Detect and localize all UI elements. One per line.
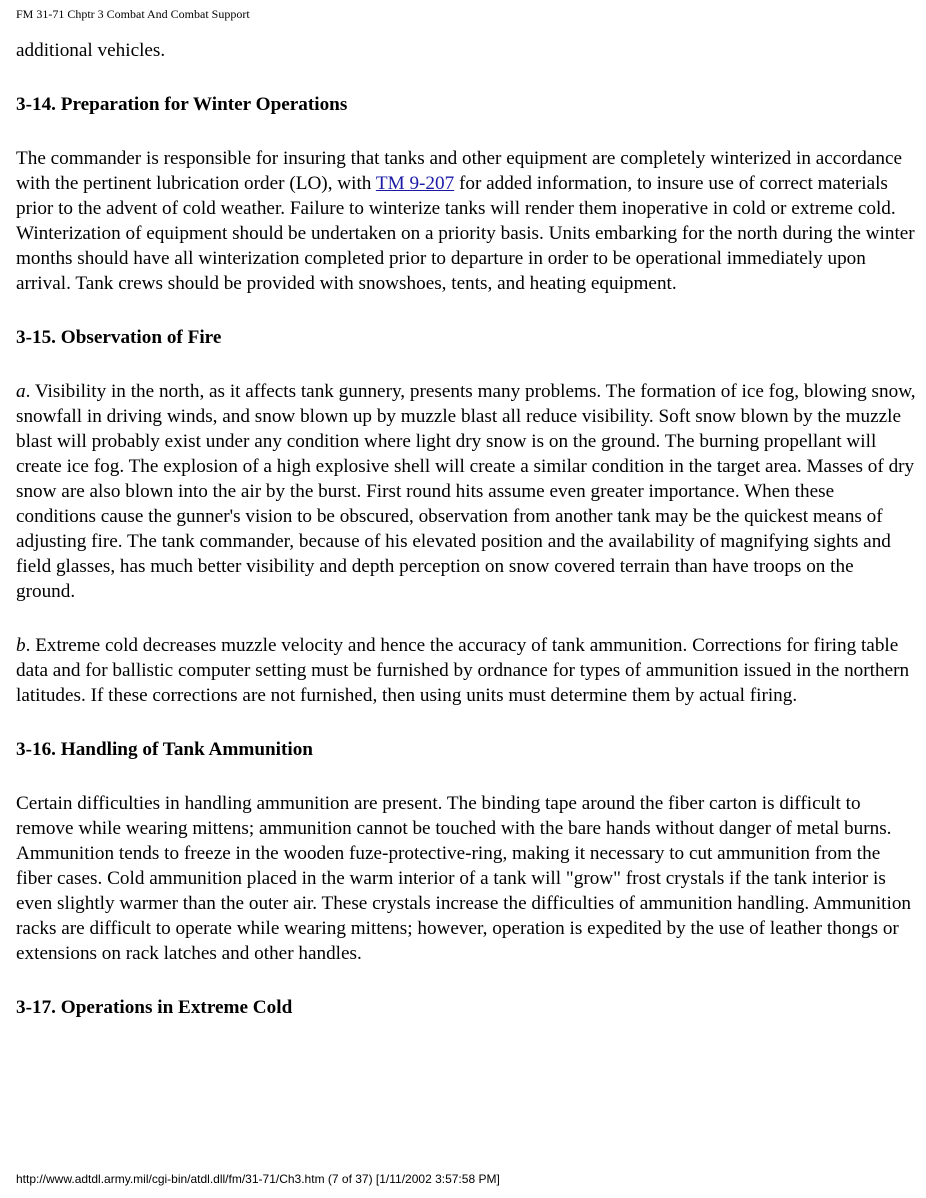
paragraph-a-text: . Visibility in the north, as it affects tank gunnery, presents many problems. The formation of ice fog, blowing snow, snowfall in driving winds, and snow blown up by muzzle blast all reduce visibility. Soft snow blown by the muzzle blast will probably exist under any condition where light dry snow is on the ground. The burning propellant will create ice fog. The explosion of a high explosive shell will create a similar condition in the target area. Masses of dry snow are also blown into the air by the burst. First round hits assume even greater importance. When these conditions cause the gunner's vision to be obscured, observation from another tank may be the quickest means of adjusting fire. The tank commander, because of his elevated position and the availability of magnifying sights and field glasses, has much better visibility and depth perception on snow covered terrain than have troops on the ground. (16, 381, 916, 602)
page-header: FM 31-71 Chptr 3 Combat And Combat Support (16, 7, 250, 21)
section-3-14-heading: 3-14. Preparation for Winter Operations (16, 94, 348, 115)
section-3-17-heading: 3-17. Operations in Extreme Cold (16, 997, 293, 1018)
page-footer-url: http://www.adtdl.army.mil/cgi-bin/atdl.dll/fm/31-71/Ch3.htm (7 of 37) [1/11/2002 3:57:58 PM] (16, 1172, 500, 1186)
tm-9-207-link[interactable]: TM 9-207 (375, 173, 455, 194)
section-3-15-paragraph-b (16, 633, 916, 708)
section-3-15-heading: 3-15. Observation of Fire (16, 327, 222, 348)
section-3-15-paragraph-a (16, 379, 916, 604)
section-3-16-paragraph: Certain difficulties in handling ammunition are present. The binding tape around the fiber carton is difficult to remove while wearing mittens; ammunition cannot be touched with the bare hands without danger of metal burns. Ammunition tends to freeze in the wooden fuze-protective-ring, making it necessary to cut ammunition from the fiber cases. Cold ammunition placed in the warm interior of a tank will "grow" frost crystals if the tank interior is even slightly warmer than the outer air. These crystals increase the difficulties of ammunition handling. Ammunition racks are difficult to operate while wearing mittens; however, operation is expedited by the use of leather thongs or extensions on rack latches and other handles. (16, 793, 912, 964)
section-3-14-text-end: for added information, to insure use of correct materials prior to the advent of cold weather. Failure to winterize tanks will render them inoperative in cold or extreme cold. Winterization of equipment should be undertaken on a priority basis. Units embarking for the north during the winter months should have all winterization completed prior to departure in order to be operational immediately upon arrival. Tank crews should be provided with snowshoes, tents, and heating equipment. (16, 173, 915, 294)
paragraph-a-label: a (16, 381, 26, 402)
section-3-14-paragraph (16, 146, 916, 296)
section-3-14-text-start: The commander is responsible for insuring that tanks and other equipment are completely winterized in accordance with the pertinent lubrication order (LO), with (16, 148, 903, 194)
paragraph-b-text: . Extreme cold decreases muzzle velocity and hence the accuracy of tank ammunition. Corrections for firing table data and for ballistic computer setting must be furnished by ordnance for types of ammunition issued in the northern latitudes. If these corrections are not furnished, then using units must determine them by actual firing. (16, 635, 910, 706)
continuation-text: additional vehicles. (16, 40, 166, 61)
document-body (16, 38, 916, 1020)
paragraph-b-label: b (16, 635, 26, 656)
section-3-16-heading: 3-16. Handling of Tank Ammunition (16, 739, 313, 760)
